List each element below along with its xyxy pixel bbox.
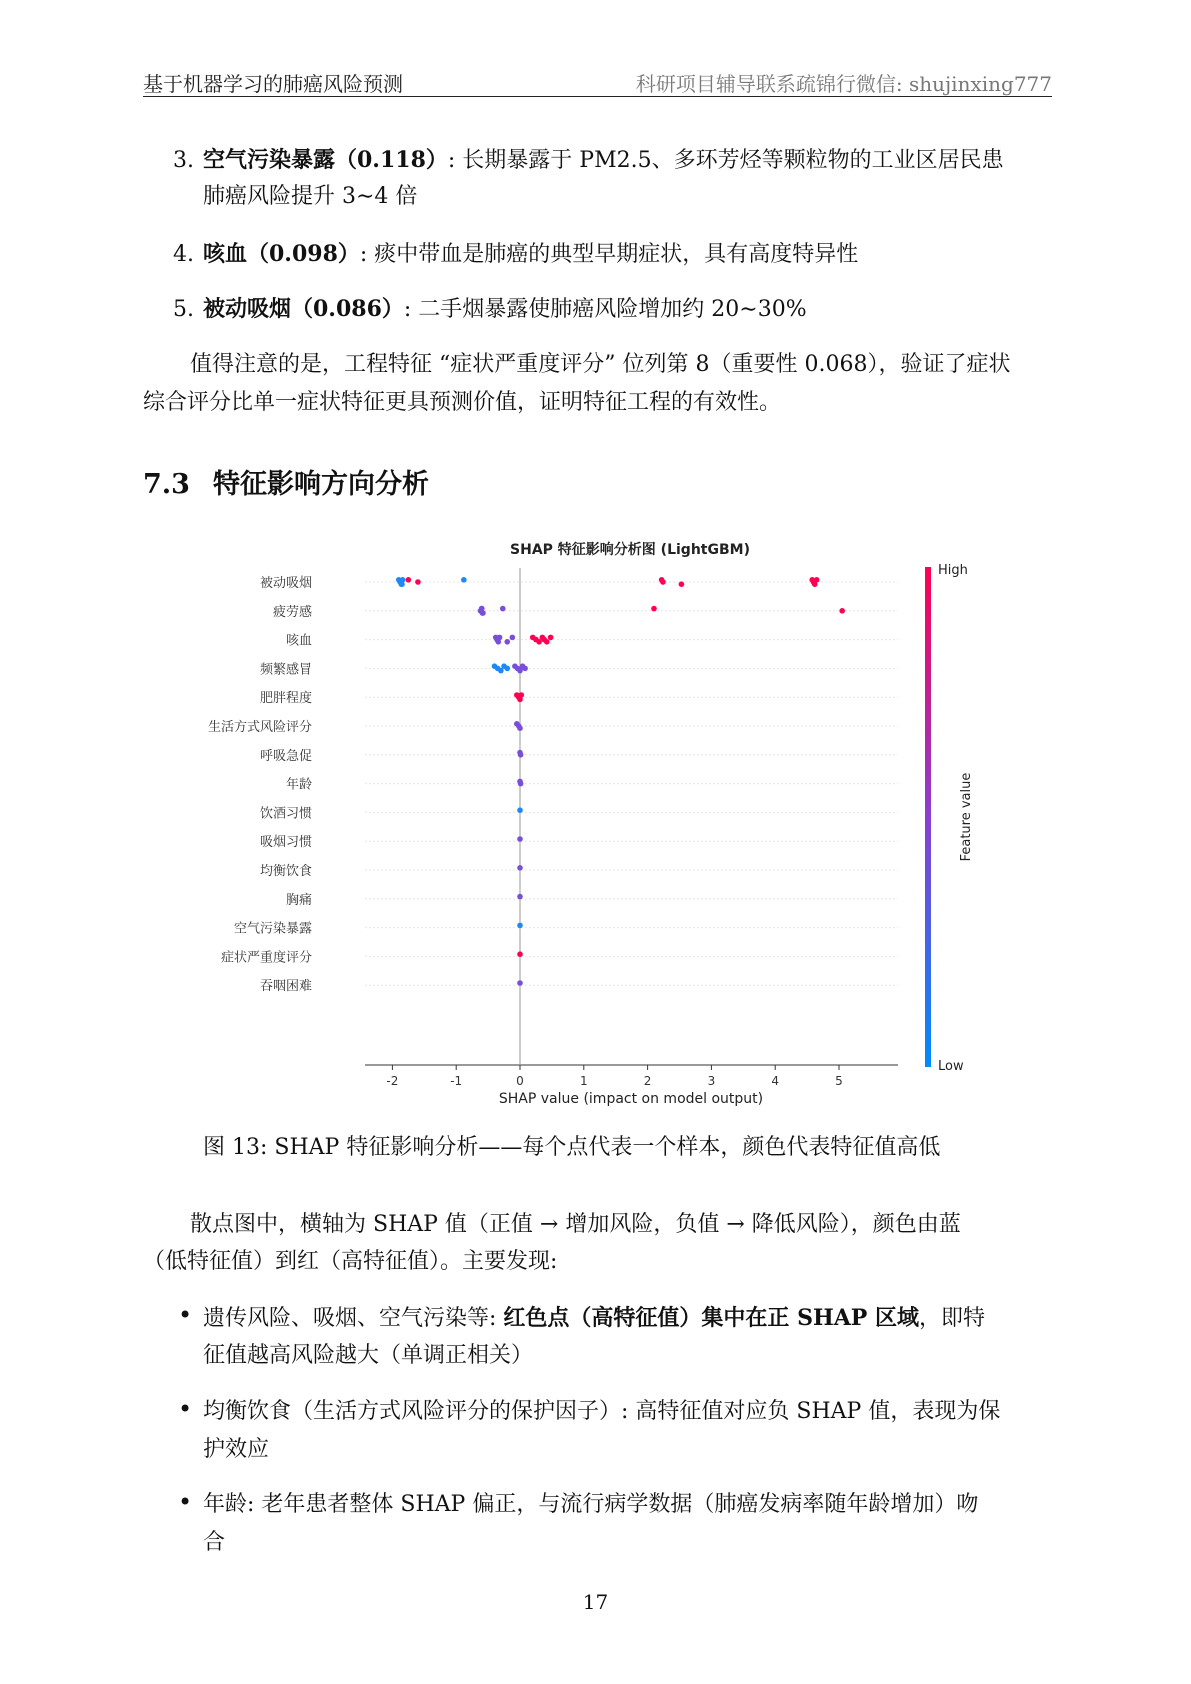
feature-label: 被动吸烟	[259, 576, 312, 591]
header-title: 基于机器学习的肺癌风险预测	[143, 72, 403, 96]
feature-label: 吸烟习惯	[259, 835, 312, 851]
chart-title: SHAP 特征影响分析图 (LightGBM)	[510, 542, 750, 558]
x-ticks	[386, 1065, 842, 1088]
shap-point	[544, 639, 550, 645]
bullet-item	[203, 1303, 985, 1334]
shap-point	[517, 865, 523, 871]
figure-caption: 图 13: SHAP 特征影响分析——每个点代表一个样本，颜色代表特征值高低	[203, 1135, 941, 1160]
shap-point	[518, 752, 524, 758]
list-item	[173, 239, 858, 270]
colorbar-high-label: High	[938, 563, 968, 578]
shap-point	[510, 635, 516, 641]
feature-label: 生活方式风险评分	[207, 720, 312, 735]
x-tick-label: -2	[386, 1074, 399, 1088]
x-axis-label: SHAP value (impact on model output)	[498, 1091, 764, 1107]
shap-point	[504, 639, 510, 645]
feature-label: 咳血	[285, 633, 312, 649]
x-tick-label: 2	[643, 1074, 652, 1088]
shap-point	[495, 637, 501, 643]
list-item	[173, 294, 807, 325]
x-tick-label: 1	[579, 1074, 588, 1088]
feature-label: 胸痛	[285, 892, 312, 908]
x-tick-label: 4	[771, 1074, 780, 1088]
shap-point	[517, 894, 523, 900]
shap-point	[399, 581, 405, 587]
page-header	[143, 62, 1052, 97]
feature-label: 吞咽困难	[259, 979, 312, 995]
shap-summary-chart	[190, 530, 1000, 1110]
shap-point	[814, 577, 820, 583]
shap-point	[517, 951, 523, 957]
paragraph-line: 值得注意的是，工程特征 “症状严重度评分” 位列第 8（重要性 0.068），验证了症状	[190, 352, 1011, 377]
list-item	[173, 145, 1004, 176]
bullet-item: 年龄: 老年患者整体 SHAP 偏正，与流行病学数据（肺癌发病率随年龄增加）吻	[203, 1492, 979, 1517]
list-text: : 二手烟暴露使肺癌风险增加约 20∼30%	[403, 297, 807, 322]
bullet-dot: •	[178, 1301, 193, 1329]
header-contact: 科研项目辅导联系疏锦行微信: shujinxing777	[635, 72, 1052, 96]
shap-point	[517, 807, 523, 813]
shap-point	[517, 923, 523, 929]
paragraph-line: （低特征值）到红（高特征值）。主要发现:	[143, 1249, 558, 1274]
paragraph-line: 散点图中，横轴为 SHAP 值（正值 → 增加风险，负值 → 降低风险），颜色由蓝	[190, 1212, 961, 1237]
feature-label: 疲劳感	[272, 604, 312, 620]
shap-point	[406, 577, 412, 583]
colorbar-label: Feature value	[959, 772, 974, 862]
shap-point	[660, 579, 666, 585]
shap-point	[548, 635, 554, 641]
list-number: 5.	[173, 297, 194, 322]
bullet-text: 遗传风险、吸烟、空气污染等:	[203, 1306, 504, 1331]
data-points	[396, 577, 845, 986]
page-number: 17	[582, 1590, 609, 1614]
bullet-dot: •	[178, 1395, 193, 1423]
shap-point	[517, 836, 523, 842]
x-tick-label: 3	[707, 1074, 716, 1088]
shap-point	[518, 692, 524, 698]
list-number: 4.	[173, 242, 194, 267]
colorbar-low-label: Low	[938, 1059, 964, 1074]
paragraph-line: 综合评分比单一症状特征更具预测价值，证明特征工程的有效性。	[143, 390, 782, 415]
feature-label: 症状严重度评分	[220, 950, 312, 966]
section-number: 7.3	[143, 469, 190, 500]
list-term: 被动吸烟（0.086）	[203, 296, 404, 322]
bullet-item: 均衡饮食（生活方式风险评分的保护因子）: 高特征值对应负 SHAP 值，表现为保	[203, 1399, 1001, 1424]
shap-point	[522, 666, 528, 672]
shap-point	[839, 608, 845, 614]
shap-point	[504, 666, 510, 672]
feature-label: 饮酒习惯	[259, 806, 312, 822]
feature-label: 均衡饮食	[259, 864, 312, 879]
list-item-continuation: 肺癌风险提升 3∼4 倍	[203, 184, 418, 209]
feature-label: 年龄	[285, 777, 312, 793]
feature-label: 频繁感冒	[259, 662, 312, 678]
bullet-continuation: 合	[203, 1530, 226, 1555]
shap-point	[517, 725, 523, 731]
shap-point	[415, 579, 421, 585]
x-tick-label: 5	[835, 1074, 843, 1088]
x-tick-label: -1	[450, 1074, 463, 1088]
list-number: 3.	[173, 148, 194, 173]
bullet-emphasis: 红色点（高特征值）集中在正 SHAP 区域	[503, 1305, 920, 1331]
list-term: 空气污染暴露（0.118）	[203, 147, 448, 173]
shap-point	[461, 577, 467, 583]
bullet-text: ，即特	[919, 1306, 986, 1331]
shap-point	[679, 581, 685, 587]
section-heading	[143, 462, 429, 501]
x-tick-label: 0	[516, 1074, 524, 1088]
bullet-continuation: 护效应	[203, 1437, 270, 1462]
list-text: : 长期暴露于 PM2.5、多环芳烃等颗粒物的工业区居民患	[447, 148, 1004, 173]
shap-point	[480, 610, 486, 616]
shap-point	[651, 606, 657, 612]
feature-label: 呼吸急促	[259, 748, 312, 764]
list-term: 咳血（0.098）	[203, 241, 360, 267]
shap-point	[517, 980, 523, 986]
section-title: 特征影响方向分析	[213, 469, 429, 500]
feature-label: 空气污染暴露	[233, 921, 312, 937]
feature-label: 肥胖程度	[259, 691, 312, 707]
shap-point	[500, 606, 506, 612]
bullet-continuation: 征值越高风险越大（单调正相关）	[203, 1343, 534, 1368]
bullet-dot: •	[178, 1488, 193, 1516]
shap-point	[518, 781, 524, 787]
list-text: : 痰中带血是肺癌的典型早期症状，具有高度特异性	[359, 242, 859, 267]
colorbar	[925, 567, 931, 1067]
